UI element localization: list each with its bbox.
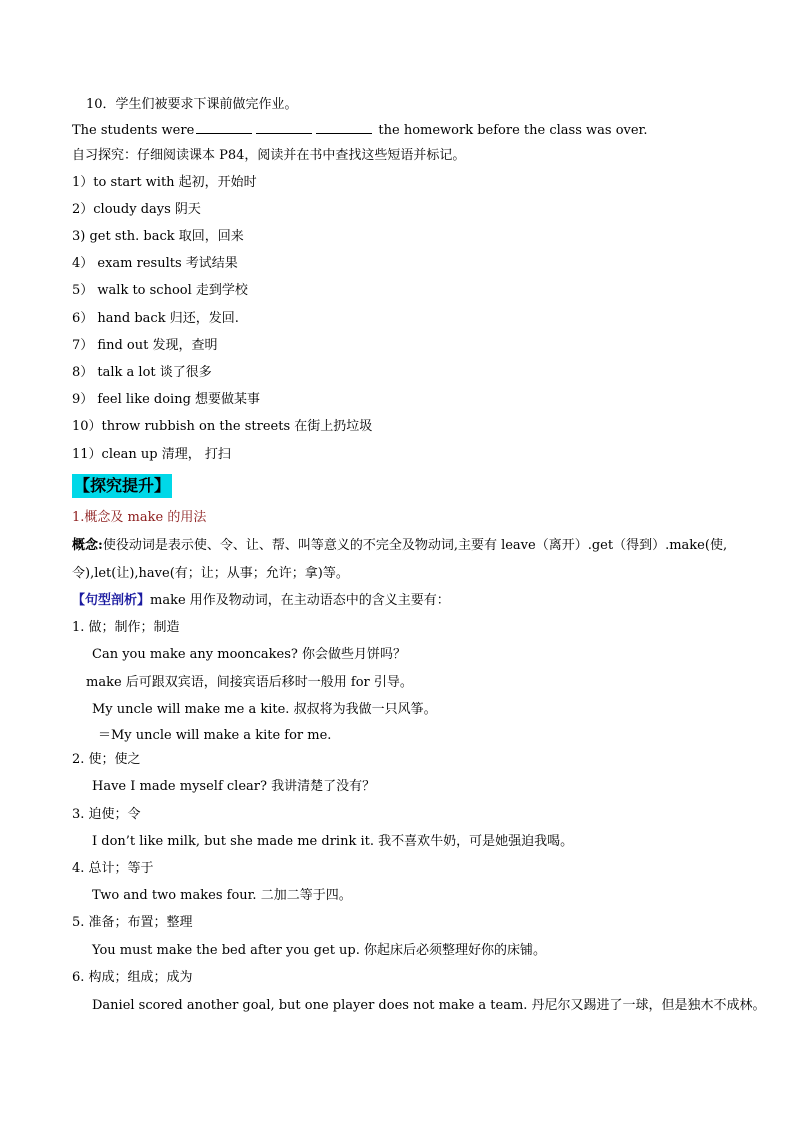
phrase-item: 6） hand back 归还，发回. <box>72 311 239 326</box>
example-sentence: Can you make any mooncakes? 你会做些月饼吗？ <box>92 647 406 662</box>
meaning-heading: 1. 做；制作；制造 <box>72 620 180 635</box>
concept-line-1 <box>72 537 727 555</box>
example-sentence: You must make the bed after you get up. 你起床后必须整理好你的床铺。 <box>92 943 547 958</box>
usage-note: make 后可跟双宾语，间接宾语后移时一般用 for 引导。 <box>86 675 413 690</box>
sentence-analysis-label: 【句型剖析】 <box>72 593 151 608</box>
example-sentence: Two and two makes four. 二加二等于四。 <box>92 888 352 903</box>
phrase-item: 10）throw rubbish on the streets 在街上扔垃圾 <box>72 419 373 434</box>
example-sentence: ＝My uncle will make a kite for me. <box>98 728 332 743</box>
meaning-heading: 4. 总计；等于 <box>72 861 154 876</box>
example-sentence: My uncle will make me a kite. 叔叔将为我做一只风筝。 <box>92 702 437 717</box>
phrase-item: 1）to start with 起初，开始时 <box>72 175 257 190</box>
phrase-item: 7） find out 发现，查明 <box>72 338 218 353</box>
answer-blank-3[interactable] <box>316 121 372 134</box>
phrase-item: 5） walk to school 走到学校 <box>72 283 248 298</box>
phrase-item: 8） talk a lot 谈了很多 <box>72 365 212 380</box>
phrase-item: 2）cloudy days 阴天 <box>72 202 201 217</box>
question-10-suffix: the homework before the class was over. <box>374 123 648 138</box>
example-sentence: I don’t like milk, but she made me drink it. 我不喜欢牛奶，可是她强迫我喝。 <box>92 834 574 849</box>
phrase-item: 4） exam results 考试结果 <box>72 256 238 271</box>
concept-line-2: 令),let(让),have(有；让；从事；允许；拿)等。 <box>72 566 349 581</box>
question-10-label: 10．学生们被要求下课前做完作业。 <box>86 97 298 112</box>
meaning-heading: 2. 使；使之 <box>72 752 141 767</box>
meaning-heading: 6. 构成；组成；成为 <box>72 970 193 985</box>
meaning-heading: 5. 准备；布置；整理 <box>72 915 193 930</box>
answer-blank-1[interactable] <box>196 121 252 134</box>
question-10-prefix: The students were <box>72 123 195 138</box>
concept-text-1: 使役动词是表示使、令、让、帮、叫等意义的不完全及物动词,主要有 leave（离开）.get（得到）.make(使, <box>102 538 728 553</box>
phrase-item: 11）clean up 清理， 打扫 <box>72 447 231 462</box>
concept-label: 概念: <box>72 538 103 553</box>
answer-blank-2[interactable] <box>256 121 312 134</box>
sentence-analysis <box>72 592 450 610</box>
phrase-item: 9） feel like doing 想要做某事 <box>72 392 261 407</box>
topic-title: 1.概念及 make 的用法 <box>72 510 207 525</box>
section-heading: 【探究提升】 <box>72 474 172 498</box>
example-sentence: Daniel scored another goal, but one player does not make a team. 丹尼尔又踢进了一球，但是独木不成林。 <box>92 998 766 1013</box>
phrase-item: 3) get sth. back 取回，回来 <box>72 229 244 244</box>
self-study-instruction: 自习探究：仔细阅读课本 P84，阅读并在书中查找这些短语并标记。 <box>72 148 466 163</box>
meaning-heading: 3. 迫使；令 <box>72 807 141 822</box>
example-sentence: Have I made myself clear? 我讲清楚了没有？ <box>92 779 376 794</box>
sentence-analysis-text: make 用作及物动词，在主动语态中的含义主要有： <box>150 593 450 608</box>
question-10-sentence <box>72 121 647 140</box>
